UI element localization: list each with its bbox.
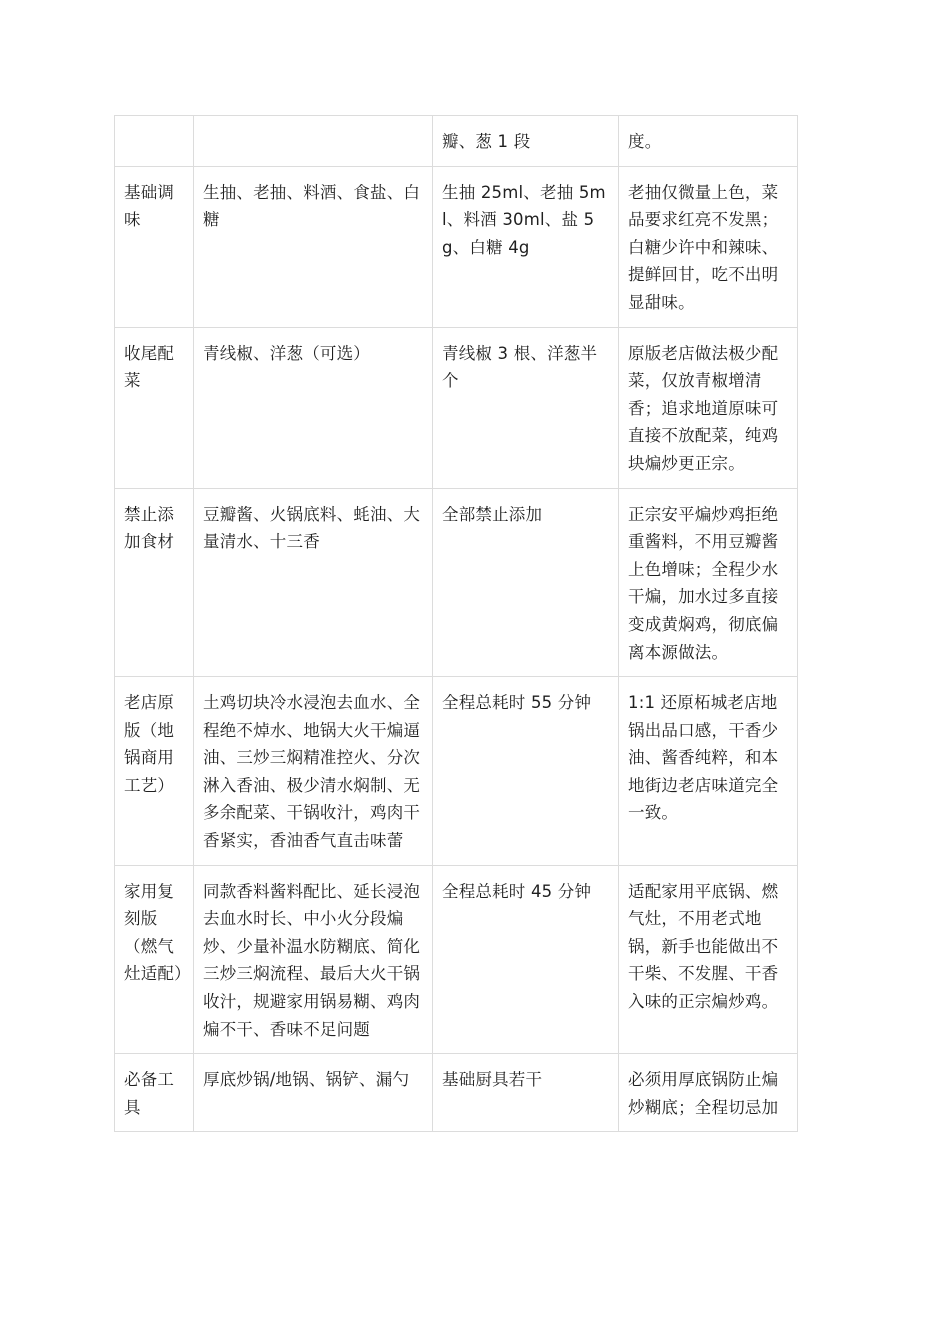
category-cell: 必备工具: [115, 1054, 194, 1132]
table-row: [115, 865, 798, 1054]
amount-cell: 全部禁止添加: [433, 488, 619, 677]
notes-cell: 1:1 还原柘城老店地锅出品口感，干香少油、酱香纯粹，和本地街边老店味道完全一致。: [619, 677, 798, 866]
category-cell: 基础调味: [115, 166, 194, 327]
category-cell: 老店原版（地锅商用工艺）: [115, 677, 194, 866]
ingredients-cell: 土鸡切块冷水浸泡去血水、全程绝不焯水、地锅大火干煸逼油、三炒三焖精准控火、分次淋入香油、极少清水焖制、无多余配菜、干锅收汁，鸡肉干香紧实，香油香气直击味蕾: [194, 677, 433, 866]
table-row: [115, 327, 798, 488]
notes-cell: 老抽仅微量上色，菜品要求红亮不发黑；白糖少许中和辣味、提鲜回甘，吃不出明显甜味。: [619, 166, 798, 327]
table-row: [115, 1054, 798, 1132]
amount-cell: 全程总耗时 55 分钟: [433, 677, 619, 866]
ingredients-cell: 青线椒、洋葱（可选）: [194, 327, 433, 488]
amount-cell: 青线椒 3 根、洋葱半个: [433, 327, 619, 488]
ingredients-cell: [194, 116, 433, 167]
table-row: [115, 677, 798, 866]
notes-cell: 正宗安平煸炒鸡拒绝重酱料，不用豆瓣酱上色增味；全程少水干煸，加水过多直接变成黄焖鸡，彻底偏离本源做法。: [619, 488, 798, 677]
recipe-table: [114, 115, 798, 1132]
ingredients-cell: 生抽、老抽、料酒、食盐、白糖: [194, 166, 433, 327]
table-row: [115, 166, 798, 327]
category-cell: [115, 116, 194, 167]
amount-cell: 瓣、葱 1 段: [433, 116, 619, 167]
ingredients-cell: 豆瓣酱、火锅底料、蚝油、大量清水、十三香: [194, 488, 433, 677]
amount-cell: 生抽 25ml、老抽 5ml、料酒 30ml、盐 5g、白糖 4g: [433, 166, 619, 327]
ingredients-cell: 厚底炒锅/地锅、锅铲、漏勺: [194, 1054, 433, 1132]
notes-cell: 必须用厚底锅防止煸炒糊底；全程切忌加: [619, 1054, 798, 1132]
table-row: [115, 488, 798, 677]
category-cell: 家用复刻版（燃气灶适配）: [115, 865, 194, 1054]
notes-cell: 适配家用平底锅、燃气灶，不用老式地锅，新手也能做出不干柴、不发腥、干香入味的正宗煸炒鸡。: [619, 865, 798, 1054]
amount-cell: 全程总耗时 45 分钟: [433, 865, 619, 1054]
ingredients-cell: 同款香料酱料配比、延长浸泡去血水时长、中小火分段煸炒、少量补温水防糊底、简化三炒三焖流程、最后大火干锅收汁，规避家用锅易糊、鸡肉煸不干、香味不足问题: [194, 865, 433, 1054]
table-row: [115, 116, 798, 167]
category-cell: 禁止添加食材: [115, 488, 194, 677]
notes-cell: 原版老店做法极少配菜，仅放青椒增清香；追求地道原味可直接不放配菜，纯鸡块煸炒更正宗。: [619, 327, 798, 488]
notes-cell: 度。: [619, 116, 798, 167]
amount-cell: 基础厨具若干: [433, 1054, 619, 1132]
category-cell: 收尾配菜: [115, 327, 194, 488]
